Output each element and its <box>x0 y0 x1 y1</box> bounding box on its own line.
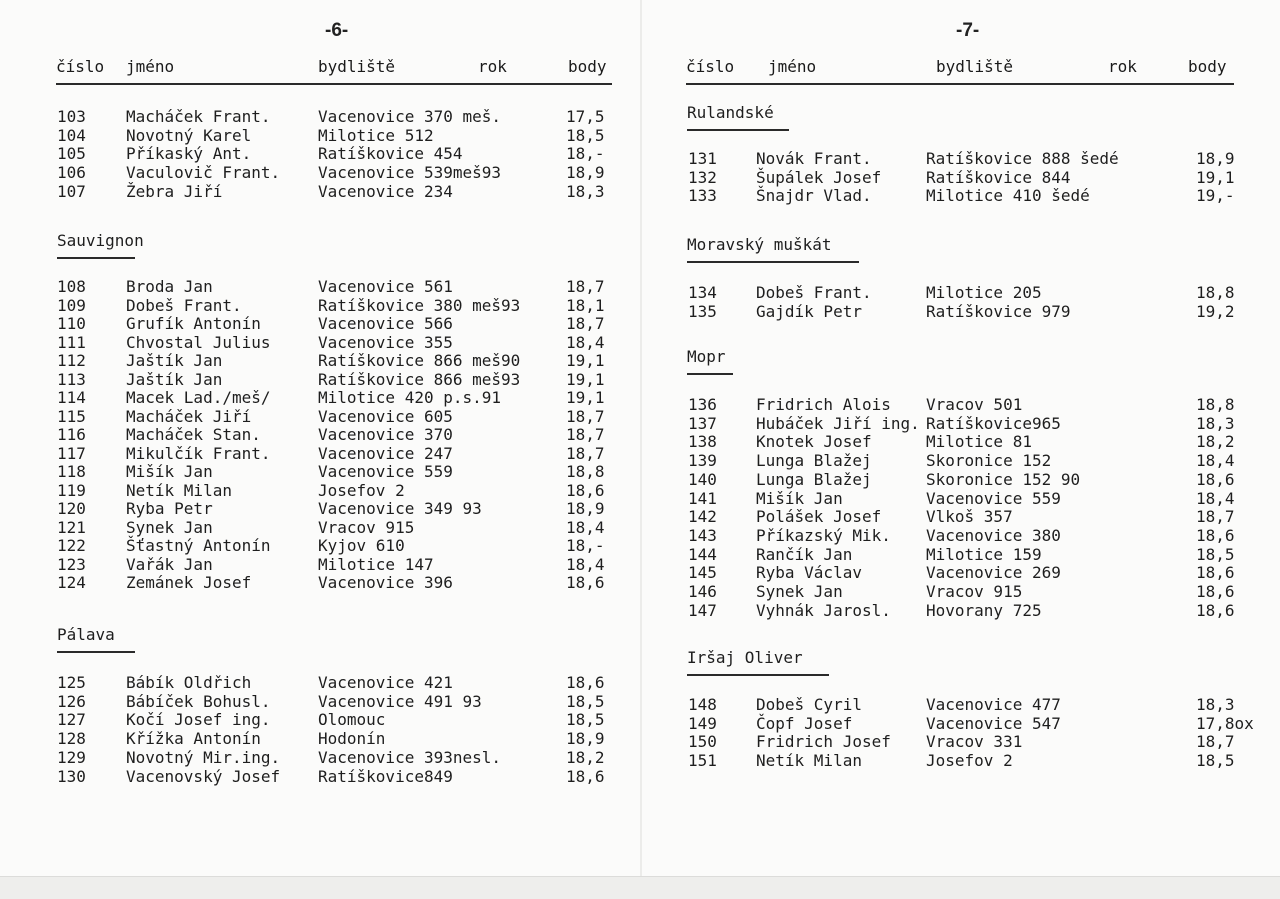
entry-number: 150 <box>688 732 717 752</box>
section-rule <box>687 674 829 676</box>
entry-score: 18,7 <box>566 406 605 426</box>
entry-number: 109 <box>57 295 86 315</box>
table-row <box>642 396 1280 414</box>
table-row <box>0 127 640 145</box>
entry-place: Ratíškovice 454 <box>318 144 463 164</box>
entry-place: Milotice 159 <box>926 544 1042 564</box>
entry-place: Josefov 2 <box>926 751 1013 771</box>
table-row <box>642 715 1280 733</box>
header-bydliste: bydliště <box>318 57 396 76</box>
entry-place: Vacenovice 370 <box>318 425 453 444</box>
header-cislo: číslo <box>56 57 105 76</box>
table-row <box>642 583 1280 601</box>
table-row <box>0 711 640 729</box>
entry-score: 19,1 <box>1196 167 1235 187</box>
entry-name: Macháček Stan. <box>126 425 261 444</box>
entry-name: Macek Lad./meš/ <box>126 388 271 407</box>
entry-name: Fridrich Alois <box>756 395 891 414</box>
entry-number: 120 <box>57 499 86 518</box>
entry-name: Vaculovič Frant. <box>126 163 281 183</box>
table-row <box>0 315 640 333</box>
entry-score: 18,6 <box>1196 525 1235 545</box>
entry-name: Lunga Blažej <box>756 469 872 489</box>
entry-name: Netík Milan <box>126 480 232 500</box>
entry-score: 18,4 <box>566 517 605 537</box>
table-row <box>0 693 640 711</box>
entry-place: Vacenovice 559 <box>926 488 1061 508</box>
table-row <box>0 389 640 407</box>
entry-number: 148 <box>688 695 717 714</box>
entry-name: Žebra Jiří <box>126 181 223 201</box>
entry-score: 19,2 <box>1196 301 1235 321</box>
entry-score: 18,3 <box>566 181 605 201</box>
entry-score: 18,6 <box>1196 600 1235 620</box>
table-row <box>642 452 1280 470</box>
entry-number: 124 <box>57 573 86 592</box>
entry-number: 112 <box>57 351 86 370</box>
entry-score: 18,7 <box>1196 507 1235 527</box>
entry-place: Skoronice 152 <box>926 451 1052 471</box>
entry-name: Bábíček Bohusl. <box>126 691 271 711</box>
table-row <box>642 415 1280 433</box>
entry-place: Milotice 147 <box>318 554 434 574</box>
entry-name: Knotek Josef <box>756 432 872 452</box>
table-row <box>0 537 640 555</box>
section-rule <box>687 129 789 131</box>
entry-name: Jaštík Jan <box>126 351 223 370</box>
entry-place: Vacenovice 380 <box>926 525 1061 545</box>
entry-name: Dobeš Cyril <box>756 695 862 714</box>
entry-name: Ryba Petr <box>126 499 213 518</box>
table-row <box>642 490 1280 508</box>
entry-score: 18,6 <box>1196 469 1235 489</box>
entry-score: 18,6 <box>566 673 605 692</box>
page-number: -7- <box>956 20 980 41</box>
entry-score: 18,9 <box>566 729 605 749</box>
table-row <box>0 674 640 692</box>
section-rule <box>57 651 135 653</box>
entry-score: 18,3 <box>1196 413 1235 433</box>
table-row <box>0 278 640 296</box>
entry-score: 19,1 <box>566 388 605 407</box>
header-rule <box>56 83 612 85</box>
entry-score: 17,5 <box>566 107 605 126</box>
entry-score: 19,1 <box>566 369 605 389</box>
entry-place: Ratíškovice965 <box>926 413 1061 433</box>
entry-name: Synek Jan <box>126 517 213 537</box>
entry-name: Novák Frant. <box>756 149 872 168</box>
entry-score: 19,- <box>1196 186 1235 206</box>
entry-name: Příkaský Ant. <box>126 144 252 164</box>
table-row <box>642 527 1280 545</box>
entry-number: 147 <box>688 600 717 620</box>
entry-place: Ratíškovice 844 <box>926 167 1071 187</box>
entry-number: 122 <box>57 536 86 555</box>
entry-place: Hovorany 725 <box>926 600 1042 620</box>
table-row <box>642 303 1280 321</box>
entry-number: 126 <box>57 691 86 711</box>
table-row <box>642 284 1280 302</box>
entry-score: 18,9 <box>566 499 605 518</box>
entry-number: 142 <box>688 507 717 527</box>
entry-number: 123 <box>57 554 86 574</box>
entry-number: 151 <box>688 751 717 771</box>
entry-place: Milotice 512 <box>318 125 434 145</box>
entry-place: Vacenovice 234 <box>318 181 453 201</box>
entry-number: 137 <box>688 413 717 433</box>
entry-score: 18,8 <box>1196 395 1235 414</box>
table-row <box>642 546 1280 564</box>
table-row <box>0 730 640 748</box>
entry-score: 18,6 <box>566 480 605 500</box>
section-title-mopr: Mopr <box>687 347 726 366</box>
entry-number: 140 <box>688 469 717 489</box>
entry-name: Broda Jan <box>126 277 213 296</box>
entry-place: Vacenovice 539meš93 <box>318 163 502 183</box>
entry-number: 143 <box>688 525 717 545</box>
section-title-palava: Pálava <box>57 625 115 644</box>
table-row <box>0 183 640 201</box>
entry-place: Vracov 331 <box>926 732 1023 752</box>
table-row <box>0 556 640 574</box>
entry-place: Josefov 2 <box>318 480 405 500</box>
entry-name: Kočí Josef ing. <box>126 710 271 730</box>
entry-place: Vacenovice 605 <box>318 406 453 426</box>
entry-score: 18,1 <box>566 295 605 315</box>
entry-number: 119 <box>57 480 86 500</box>
entry-score: 18,4 <box>1196 488 1235 508</box>
entry-place: Vlkoš 357 <box>926 507 1013 527</box>
entry-place: Milotice 410 šedé <box>926 186 1090 206</box>
table-row <box>642 508 1280 526</box>
entry-number: 106 <box>57 163 86 183</box>
header-rok: rok <box>478 57 507 76</box>
entry-place: Vacenovice 547 <box>926 713 1061 733</box>
entry-number: 131 <box>688 149 717 168</box>
table-row <box>0 164 640 182</box>
entry-place: Vacenovice 477 <box>926 695 1061 714</box>
entry-name: Grufík Antonín <box>126 314 261 333</box>
entry-name: Synek Jan <box>756 582 843 601</box>
table-row <box>0 297 640 315</box>
table-row <box>642 433 1280 451</box>
entry-name: Ryba Václav <box>756 563 862 583</box>
entry-score: 19,1 <box>566 351 605 370</box>
entry-score: 18,4 <box>566 554 605 574</box>
entry-name: Hubáček Jiří ing. <box>756 413 920 433</box>
entry-number: 118 <box>57 462 86 481</box>
table-row <box>0 768 640 786</box>
entry-number: 136 <box>688 395 717 414</box>
entry-place: Vacenovice 396 <box>318 573 453 592</box>
entry-number: 115 <box>57 406 86 426</box>
section-rule <box>687 261 859 263</box>
entry-name: Netík Milan <box>756 751 862 771</box>
entry-name: Macháček Frant. <box>126 107 271 126</box>
entry-place: Ratíškovice849 <box>318 766 453 786</box>
header-body: body <box>568 57 607 76</box>
entry-score: 18,5 <box>1196 544 1235 564</box>
entry-score: 18,8 <box>566 462 605 481</box>
entry-score: 18,3 <box>1196 695 1235 714</box>
entry-name: Šnajdr Vlad. <box>756 186 872 206</box>
entry-score: 18,- <box>566 144 605 164</box>
entry-score: 18,6 <box>566 573 605 592</box>
entry-name: Mišík Jan <box>126 462 213 481</box>
header-cislo: číslo <box>686 57 735 76</box>
entry-name: Fridrich Josef <box>756 732 891 752</box>
entry-name: Mikulčík Frant. <box>126 443 271 463</box>
entry-number: 129 <box>57 747 86 767</box>
header-bydliste: bydliště <box>936 57 1014 76</box>
entry-score: 18,8 <box>1196 283 1235 302</box>
section-title-irsai-oliver: Iršaj Oliver <box>687 648 803 667</box>
table-row <box>0 352 640 370</box>
entry-name: Gajdík Petr <box>756 301 862 321</box>
entry-place: Vracov 915 <box>926 582 1023 601</box>
header-body: body <box>1188 57 1227 76</box>
entry-score: 18,4 <box>566 332 605 352</box>
section-rule <box>57 257 135 259</box>
entry-name: Novotný Karel <box>126 125 252 145</box>
entry-name: Křížka Antonín <box>126 729 261 749</box>
table-row <box>0 426 640 444</box>
entry-score: 18,5 <box>566 691 605 711</box>
entry-name: Polášek Josef <box>756 507 882 527</box>
header-jmeno: jméno <box>126 57 175 76</box>
entry-place: Vacenovice 355 <box>318 332 453 352</box>
table-row <box>0 482 640 500</box>
entry-number: 145 <box>688 563 717 583</box>
table-row <box>642 752 1280 770</box>
entry-place: Ratíškovice 866 meš90 <box>318 351 521 370</box>
entry-score: 18,2 <box>566 747 605 767</box>
entry-name: Chvostal Julius <box>126 332 271 352</box>
entry-score: 17,8ox <box>1196 713 1254 733</box>
section-title-moravsky-muskat: Moravský muškát <box>687 235 832 254</box>
entry-number: 135 <box>688 301 717 321</box>
entry-number: 104 <box>57 125 86 145</box>
entry-number: 110 <box>57 314 86 333</box>
table-row <box>642 169 1280 187</box>
entry-place: Ratíškovice 979 <box>926 301 1071 321</box>
entry-name: Rančík Jan <box>756 544 853 564</box>
entry-number: 138 <box>688 432 717 452</box>
entry-place: Vacenovice 491 93 <box>318 691 482 711</box>
entry-score: 18,9 <box>1196 149 1235 168</box>
entry-place: Olomouc <box>318 710 386 730</box>
entry-place: Vacenovice 559 <box>318 462 453 481</box>
table-row <box>0 371 640 389</box>
section-rule <box>687 373 733 375</box>
entry-place: Ratíškovice 380 meš93 <box>318 295 521 315</box>
entry-number: 134 <box>688 283 717 302</box>
entry-name: Šťastný Antonín <box>126 536 271 555</box>
entry-number: 146 <box>688 582 717 601</box>
entry-score: 18,7 <box>566 425 605 444</box>
entry-name: Bábík Oldřich <box>126 673 252 692</box>
table-row <box>642 150 1280 168</box>
header-rok: rok <box>1108 57 1137 76</box>
entry-score: 18,4 <box>1196 451 1235 471</box>
entry-score: 18,7 <box>1196 732 1235 752</box>
table-row <box>642 733 1280 751</box>
entry-number: 105 <box>57 144 86 164</box>
table-row <box>642 602 1280 620</box>
entry-name: Mišík Jan <box>756 488 843 508</box>
table-row <box>0 408 640 426</box>
entry-score: 18,9 <box>566 163 605 183</box>
entry-number: 116 <box>57 425 86 444</box>
table-row <box>0 519 640 537</box>
entry-name: Lunga Blažej <box>756 451 872 471</box>
table-row <box>0 445 640 463</box>
entry-name: Macháček Jiří <box>126 406 252 426</box>
entry-place: Milotice 205 <box>926 283 1042 302</box>
entry-number: 132 <box>688 167 717 187</box>
entry-place: Milotice 420 p.s.91 <box>318 388 502 407</box>
entry-number: 121 <box>57 517 86 537</box>
entry-score: 18,7 <box>566 443 605 463</box>
entry-number: 107 <box>57 181 86 201</box>
entry-place: Hodonín <box>318 729 386 749</box>
entry-number: 114 <box>57 388 86 407</box>
entry-name: Šupálek Josef <box>756 167 882 187</box>
entry-place: Vacenovice 393nesl. <box>318 747 502 767</box>
entry-name: Dobeš Frant. <box>126 295 242 315</box>
table-row <box>0 574 640 592</box>
entry-place: Vacenovice 370 meš. <box>318 107 502 126</box>
entry-number: 141 <box>688 488 717 508</box>
entry-number: 133 <box>688 186 717 206</box>
entry-name: Vařák Jan <box>126 554 213 574</box>
entry-number: 149 <box>688 713 717 733</box>
entry-number: 127 <box>57 710 86 730</box>
entry-number: 125 <box>57 673 86 692</box>
section-title-sauvignon: Sauvignon <box>57 231 144 250</box>
entry-name: Zemánek Josef <box>126 573 252 592</box>
entry-score: 18,5 <box>566 125 605 145</box>
table-row <box>0 334 640 352</box>
header-rule <box>686 83 1234 85</box>
entry-score: 18,5 <box>1196 751 1235 771</box>
table-row <box>0 463 640 481</box>
entry-score: 18,2 <box>1196 432 1235 452</box>
page-number: -6- <box>325 20 349 41</box>
table-row <box>0 108 640 126</box>
table-row <box>0 749 640 767</box>
entry-place: Skoronice 152 90 <box>926 469 1081 489</box>
table-row <box>642 187 1280 205</box>
entry-place: Kyjov 610 <box>318 536 405 555</box>
entry-place: Vacenovice 247 <box>318 443 453 463</box>
table-row <box>0 145 640 163</box>
entry-score: 18,6 <box>1196 582 1235 601</box>
scan-bottom-edge <box>0 876 1280 899</box>
entry-number: 144 <box>688 544 717 564</box>
entry-score: 18,- <box>566 536 605 555</box>
entry-place: Vacenovice 349 93 <box>318 499 482 518</box>
entry-name: Jaštík Jan <box>126 369 223 389</box>
page-6 <box>0 0 640 878</box>
entry-number: 139 <box>688 451 717 471</box>
entry-place: Vacenovice 421 <box>318 673 453 692</box>
entry-score: 18,6 <box>1196 563 1235 583</box>
entry-score: 18,7 <box>566 277 605 296</box>
entry-place: Vacenovice 566 <box>318 314 453 333</box>
entry-number: 103 <box>57 107 86 126</box>
entry-number: 128 <box>57 729 86 749</box>
entry-number: 108 <box>57 277 86 296</box>
entry-number: 111 <box>57 332 86 352</box>
entry-score: 18,6 <box>566 766 605 786</box>
entry-number: 113 <box>57 369 86 389</box>
entry-place: Vacenovice 269 <box>926 563 1061 583</box>
page-7 <box>642 0 1280 878</box>
entry-name: Vacenovský Josef <box>126 766 281 786</box>
entry-place: Vracov 915 <box>318 517 415 537</box>
table-row <box>0 500 640 518</box>
table-row <box>642 696 1280 714</box>
section-title-rulandske: Rulandské <box>687 103 774 122</box>
entry-name: Vyhnák Jarosl. <box>756 600 891 620</box>
entry-place: Vacenovice 561 <box>318 277 453 296</box>
entry-score: 18,5 <box>566 710 605 730</box>
entry-name: Dobeš Frant. <box>756 283 872 302</box>
entry-number: 130 <box>57 766 86 786</box>
entry-place: Ratíškovice 866 meš93 <box>318 369 521 389</box>
table-row <box>642 471 1280 489</box>
entry-number: 117 <box>57 443 86 463</box>
table-row <box>642 564 1280 582</box>
entry-place: Ratíškovice 888 šedé <box>926 149 1119 168</box>
entry-place: Vracov 501 <box>926 395 1023 414</box>
entry-name: Novotný Mir.ing. <box>126 747 281 767</box>
entry-score: 18,7 <box>566 314 605 333</box>
header-jmeno: jméno <box>768 57 817 76</box>
entry-name: Čopf Josef <box>756 713 853 733</box>
entry-name: Příkazský Mik. <box>756 525 891 545</box>
entry-place: Milotice 81 <box>926 432 1032 452</box>
